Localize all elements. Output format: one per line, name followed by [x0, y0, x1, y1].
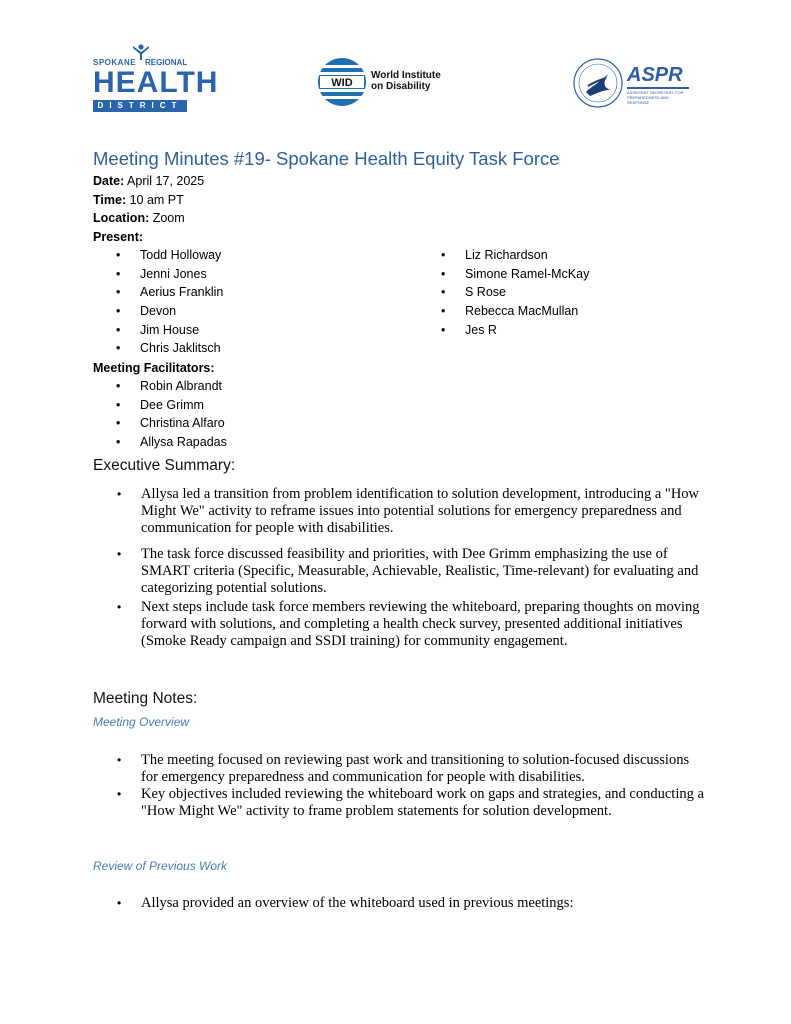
executive-summary-list	[117, 486, 705, 650]
list-item: • The meeting focused on reviewing past work and transitioning to solution-focused discussions for emergency preparedness and communication for people with disabilities.	[117, 752, 705, 786]
spokane-regional-health-district-logo: SPOKANE REGIONAL HEALTH DISTRICT	[93, 44, 189, 110]
list-item: • Dee Grimm	[116, 396, 227, 415]
review-previous-work-subheading: Review of Previous Work	[93, 859, 228, 873]
present-label: Present:	[93, 230, 144, 244]
list-item: • Chris Jaklitsch	[116, 339, 223, 358]
hhs-seal-icon	[572, 56, 624, 110]
list-item: • Allysa Rapadas	[116, 433, 227, 452]
list-item: • Key objectives included reviewing the whiteboard work on gaps and strategies, and conducting a "How Might We" activity to frame problem statements for solution development.	[117, 786, 705, 820]
svg-text:WID: WID	[331, 77, 353, 89]
list-item: • Jes R	[441, 321, 589, 340]
list-item: • S Rose	[441, 283, 589, 302]
list-item: • Jim House	[116, 321, 223, 340]
logo-header	[0, 40, 791, 120]
list-item: • The task force discussed feasibility and priorities, with Dee Grimm emphasizing the use of SMART criteria (Specific, Measurable, Achievable, Realistic, Time-relevant) for evaluating and categorizing potential solutions.	[117, 546, 705, 597]
meeting-overview-subheading: Meeting Overview	[93, 715, 190, 729]
list-item: • Allysa led a transition from problem identification to solution development, introducing a "How Might We" activity to reframe issues into potential solutions for emergency preparedness and communication for people with disabilities.	[117, 486, 705, 537]
meeting-time: Time: 10 am PT	[93, 193, 184, 207]
meeting-notes-heading: Meeting Notes:	[93, 690, 198, 707]
list-item: • Robin Albrandt	[116, 377, 227, 396]
meeting-location: Location: Zoom	[93, 211, 185, 225]
globe-icon	[316, 56, 368, 108]
aspr-logo: ASPR ASSISTANT SECRETARY FOR PREPAREDNESS AND RESPONSE	[572, 56, 692, 112]
list-item: • Todd Holloway	[116, 246, 223, 265]
present-list-right	[441, 246, 589, 339]
list-item: • Liz Richardson	[441, 246, 589, 265]
list-item: • Devon	[116, 302, 223, 321]
executive-summary-heading: Executive Summary:	[93, 457, 236, 474]
list-item: • Simone Ramel-McKay	[441, 265, 589, 284]
list-item: • Next steps include task force members reviewing the whiteboard, preparing thoughts on moving forward with solutions, and completing a health check survey, presented additional initiatives (Smoke Ready campaign and SSDI training) for community engagement.	[117, 599, 705, 650]
present-list-left	[116, 246, 223, 358]
review-previous-work-list	[117, 895, 705, 912]
list-item: • Allysa provided an overview of the whiteboard used in previous meetings:	[117, 895, 705, 912]
meeting-date: Date: April 17, 2025	[93, 174, 205, 188]
list-item: • Rebecca MacMullan	[441, 302, 589, 321]
facilitators-label: Meeting Facilitators:	[93, 361, 215, 375]
page-title: Meeting Minutes #19- Spokane Health Equity Task Force	[93, 148, 560, 169]
list-item: • Jenni Jones	[116, 265, 223, 284]
facilitators-list	[116, 377, 227, 452]
list-item: • Christina Alfaro	[116, 414, 227, 433]
meeting-overview-list	[117, 752, 705, 820]
list-item: • Aerius Franklin	[116, 283, 223, 302]
world-institute-on-disability-logo: WID World Institute on Disability	[316, 56, 456, 108]
